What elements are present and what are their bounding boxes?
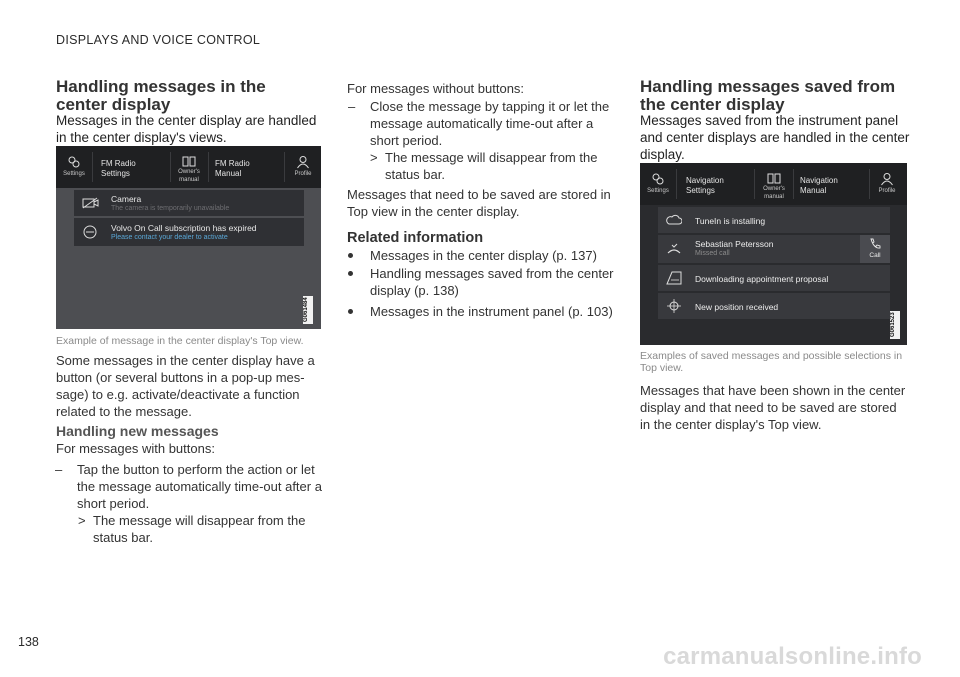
message-title: Sebastian Petersson — [695, 239, 774, 249]
message-card[interactable] — [74, 218, 304, 246]
related-link[interactable] — [370, 247, 616, 264]
message-title: Downloading appointment proposal — [695, 274, 829, 284]
step-result — [78, 512, 313, 546]
book-icon[interactable] — [767, 173, 781, 184]
saved-message[interactable] — [658, 207, 890, 233]
related-link-text[interactable]: Messages in the center display (p. 137) — [370, 248, 597, 263]
saved-message[interactable] — [658, 235, 890, 263]
message-card[interactable] — [74, 190, 304, 216]
calendar-icon — [666, 271, 682, 285]
related-link-text[interactable]: Messages in the instrument panel (p. 103) — [370, 304, 613, 319]
body-paragraph: For messages with buttons: — [56, 441, 215, 456]
step-result — [370, 149, 605, 183]
app-button-line1[interactable]: Navigation — [686, 176, 724, 185]
phone-missed-icon — [666, 242, 682, 256]
owners-manual-label-2: manual — [764, 194, 784, 200]
divider — [170, 152, 171, 182]
result-text: The message will disappear from the status bar. — [93, 513, 306, 545]
section-lead: Messages in the center display are handled in the center display's views. — [56, 113, 317, 145]
divider — [793, 169, 794, 199]
top-bar — [640, 163, 907, 205]
message-title: Volvo On Call subscription has expired — [111, 223, 257, 233]
profile-label: Profile — [878, 188, 896, 194]
center-display-screenshot — [56, 146, 321, 329]
message-subtitle: Please contact your dealer to activate — [111, 234, 228, 241]
section-lead: Messages saved from the instrument panel and center displays are handled in the center display. — [640, 113, 910, 162]
result-marker: > — [78, 513, 86, 528]
figure-caption: Example of message in the center display's Top view. — [56, 335, 304, 347]
step-text: Close the message by tapping it or let the message automatically time-out after a short period. — [370, 99, 610, 148]
app-button-line2[interactable]: Settings — [101, 169, 130, 178]
car-icon — [82, 225, 98, 239]
message-title: TuneIn is installing — [695, 216, 766, 226]
profile-icon[interactable] — [880, 172, 894, 186]
step-text: Tap the button to perform the action or let the message automatically time-out after a short period. — [77, 462, 322, 511]
cloud-icon — [666, 214, 682, 226]
phone-icon — [869, 238, 881, 250]
bullet — [348, 271, 353, 276]
related-link[interactable] — [370, 265, 616, 299]
figure-caption: Examples of saved messages and possible selections in Top view. — [640, 350, 903, 374]
body-paragraph: For messages without buttons: — [347, 81, 525, 96]
settings-label: Settings — [647, 188, 669, 194]
related-link[interactable] — [370, 303, 616, 320]
message-title: Camera — [111, 194, 142, 204]
section-heading: Handling messages in the center display — [56, 77, 266, 114]
profile-label: Profile — [294, 171, 312, 177]
body-paragraph: Messages that have been shown in the center display and that need to be saved are stored in the center display's Top view. — [640, 383, 906, 432]
saved-message[interactable] — [658, 293, 890, 319]
settings-label: Settings — [63, 171, 85, 177]
app-button-line2[interactable]: Manual — [800, 186, 827, 195]
app-button-line2[interactable]: Manual — [215, 169, 242, 178]
step-dash: – — [348, 99, 356, 114]
book-icon[interactable] — [182, 156, 196, 167]
divider — [676, 169, 677, 199]
procedure-step — [55, 461, 323, 512]
message-subtitle: The camera is temporarily unavailable — [111, 205, 230, 212]
owners-manual-label-1: Owner's — [763, 186, 785, 192]
settings-icon[interactable] — [67, 155, 81, 169]
divider — [284, 152, 285, 182]
owners-manual-label-1: Owner's — [178, 169, 200, 175]
divider — [92, 152, 93, 182]
center-display-screenshot — [640, 163, 907, 345]
body-paragraph: Some messages in the center display have a button (or several buttons in a pop-up mes-sage) to e.g. activate/deactivate a function related to the message. — [56, 353, 315, 419]
page-number: 138 — [18, 635, 39, 649]
step-dash: – — [55, 462, 63, 477]
call-button[interactable] — [860, 235, 890, 263]
camera-off-icon — [82, 197, 100, 209]
bullet — [348, 309, 353, 314]
app-button-line1[interactable]: FM Radio — [215, 159, 250, 168]
owners-manual-label-2: manual — [179, 177, 199, 183]
image-serial: G061484 — [303, 296, 313, 324]
watermark: carmanualsonline.info — [663, 643, 922, 670]
section-heading: Handling messages saved from the center display — [640, 77, 896, 114]
divider — [869, 169, 870, 199]
top-bar — [56, 146, 321, 188]
subheading: Handling new messages — [56, 423, 219, 439]
image-serial: G061523 — [890, 311, 900, 339]
saved-message[interactable] — [658, 265, 890, 291]
bullet — [348, 253, 353, 258]
body-paragraph: Messages that need to be saved are stored in Top view in the center display. — [347, 187, 611, 219]
result-text: The message will disappear from the status bar. — [385, 150, 598, 182]
app-button-line2[interactable]: Settings — [686, 186, 715, 195]
position-icon — [666, 298, 682, 314]
message-subtitle: Missed call — [695, 250, 730, 257]
call-button-label: Call — [869, 252, 881, 259]
profile-icon[interactable] — [296, 155, 310, 169]
divider — [754, 169, 755, 199]
settings-icon[interactable] — [651, 172, 665, 186]
app-button-line1[interactable]: Navigation — [800, 176, 838, 185]
running-head: DISPLAYS AND VOICE CONTROL — [56, 33, 261, 47]
result-marker: > — [370, 150, 378, 165]
related-information-heading: Related information — [347, 230, 484, 246]
divider — [208, 152, 209, 182]
related-link-text[interactable]: Handling messages saved from the center display (p. 138) — [370, 266, 614, 298]
app-button-line1[interactable]: FM Radio — [101, 159, 136, 168]
message-title: New position received — [695, 302, 779, 312]
procedure-step — [348, 98, 616, 149]
